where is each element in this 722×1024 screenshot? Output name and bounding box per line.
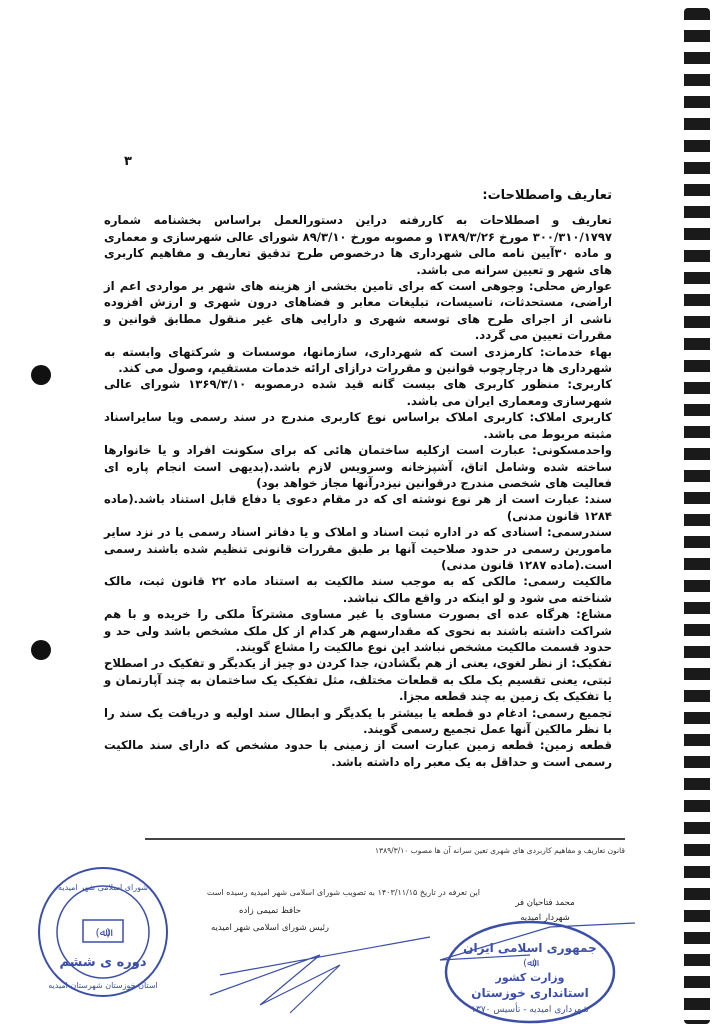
council-signature-scribble: [200, 935, 460, 1015]
paragraph: واحدمسکونی: عبارت است ازکلیه ساختمان هائی که برای سکونت افراد و یا خانوارها ساخته شده وشامل اتاق، آشپزخانه وسرویس لازم باشد.(بدیهی است انجام پاره ای فعالیت های شخصی مندرج درقوانین نیزدرآنها مجاز خواهد بود): [104, 443, 612, 490]
paragraph: مالکیت رسمی: مالکی که به موجب سند مالکیت به استناد ماده ۲۲ قانون ثبت، مالک شناخته می شود و لو اینکه در واقع مالک نباشد.: [104, 574, 613, 605]
paragraph: سندرسمی: اسنادی که در اداره ثبت اسناد و املاک و یا دفاتر اسناد رسمی یا در نزد سایر مامورین رسمی در حدود صلاحیت آنها بر طبق مقررات قانونی تنظیم شده باشند رسمی است.(ماده ۱۲۸۷ قانون مدنی): [104, 525, 612, 572]
paragraph: تفکیک: از نظر لغوی، یعنی از هم بگشادن، جدا کردن دو چیز از یکدیگر و تفکیک در اصطلاح ثبتی، یعنی تقسیم یک ملک به قطعات مختلف، مثل تفکیک یک ساختمان به چند آپارتمان و یا تفکیک یک زمین به چند قطعه مجزا.: [104, 656, 612, 704]
paragraph: کاربری: منظور کاربری های بیست گانه قید شده درمصوبه ۱۳۶۹/۳/۱۰ شورای عالی شهرسازی ومعماری ایران می باشد.: [104, 377, 613, 408]
municipality-stamp-line: استانداری خوزستان: [471, 986, 589, 1000]
paragraph: قطعه زمین: قطعه زمین عبارت است از زمینی با حدود مشخص که دارای سند مالکیت رسمی است و حداقل به یک معبر راه داشته باشد.: [104, 738, 612, 769]
mayor-signer-name: محمد فتاحیان فر: [515, 898, 575, 908]
council-signer-name: حافظ تمیمی زاده: [239, 906, 301, 916]
paragraph: بهاء خدمات: کارمزدی است که شهرداری، سازمانها، موسسات و شرکتهای وابسته به شهرداری ها درچارچوب قوانین و مقررات درازای ارائه خدمات مستقیم، وصول می کند.: [104, 344, 612, 376]
paragraph: کاربری املاک: کاربری املاک براساس نوع کاربری مندرج در سند رسمی ویا سایراسناد مثبته مربوط می باشد.: [104, 410, 612, 441]
approval-note: این تعرفه در تاریخ ۱۴۰۳/۱۱/۱۵ به تصویب شورای اسلامی شهر امیدیه رسیده است: [206, 888, 480, 897]
svg-text:(ﷲ): (ﷲ): [95, 926, 111, 939]
paragraph: تجمیع رسمی: ادغام دو قطعه یا بیشتر با یکدیگر و ابطال سند اولیه و دریافت یک سند را با نظر مالکین آنها عمل تجمیع رسمی گویند.: [104, 705, 612, 736]
mayor-signature-scribble: [440, 915, 640, 975]
footnote-divider: [145, 838, 625, 840]
paragraph: عوارض محلی: وجوهی است که برای تامین بخشی از هزینه های شهر بر مواردی اعم از اراضی، مستحدثات، تاسیسات، تبلیغات معابر و فضاهای درون شهری و ارزش افزوده ناشی از اجرای طرح های توسعه شهری و دارایی های غیر منقول مطابق قوانین و مقررات تعیین می گردد.: [104, 279, 612, 343]
paragraph: تعاریف و اصطلاحات به کاررفته دراین دستورالعمل براساس بخشنامه شماره ۳۰۰/۳۱۰/۱۷۹۷ مورخ ۱۳۸۹/۳/۲۶ و مصوبه مورخ ۸۹/۳/۱۰ شورای عالی شهرسازی و معماری و ماده ۳۰آیین نامه مالی شهرداری ها درخصوص طرح تدقیق تعاریف و مفاهیم کاربری های شهر و تعیین سرانه می باشد.: [104, 213, 612, 277]
council-stamp: [35, 862, 175, 1002]
municipality-stamp-line: وزارت کشور: [495, 971, 565, 984]
municipality-stamp-line: شهرداری امیدیه - تأسیس ۱۳۷۰: [471, 1005, 589, 1015]
spiral-binding: [684, 8, 710, 1024]
council-signature-block: [190, 906, 350, 934]
paragraph: سند: عبارت است از هر نوع نوشته ای که در مقام دعوی یا دفاع قابل استناد باشد.(ماده ۱۲۸۴ قانون مدنی): [104, 492, 612, 523]
municipality-stamp-line: جمهوری اسلامی ایران: [463, 941, 597, 955]
paragraph: مشاع: هرگاه عده ای بصورت مساوی یا غیر مساوی مشترکاً ملکی را خریده و با هم شراکت داشته باشند به نحوی که مقدارسهم هر کدام از کل ملک مشخص باشد ولی حد و حدود قسمت مالکیت مشخص نباشد این نوع مالکیت را مشاع گویند.: [104, 607, 612, 654]
footnote: قانون تعاریف و مفاهیم کاربردی های شهری تعین سرانه آن ها مصوب ۱۳۸۹/۳/۱۰: [375, 846, 625, 855]
council-stamp-period: دوره ی ششم: [59, 955, 147, 970]
document-body: [104, 188, 612, 770]
svg-text:(ﷲ): (ﷲ): [523, 958, 537, 969]
mayor-signer-title: شهردار امیدیه: [520, 913, 570, 923]
section-heading: تعاریف واصطلاحات:: [482, 188, 612, 203]
council-stamp-bottom-text: استان خوزستان شهرستان امیدیه: [48, 981, 158, 990]
council-stamp-top-text: شورای اسلامی شهر امیدیه: [58, 883, 148, 892]
page-number: ۳: [124, 154, 132, 169]
punch-hole: [31, 365, 51, 385]
punch-hole: [31, 640, 51, 660]
council-signer-title: رئیس شورای اسلامی شهر امیدیه: [210, 923, 330, 933]
